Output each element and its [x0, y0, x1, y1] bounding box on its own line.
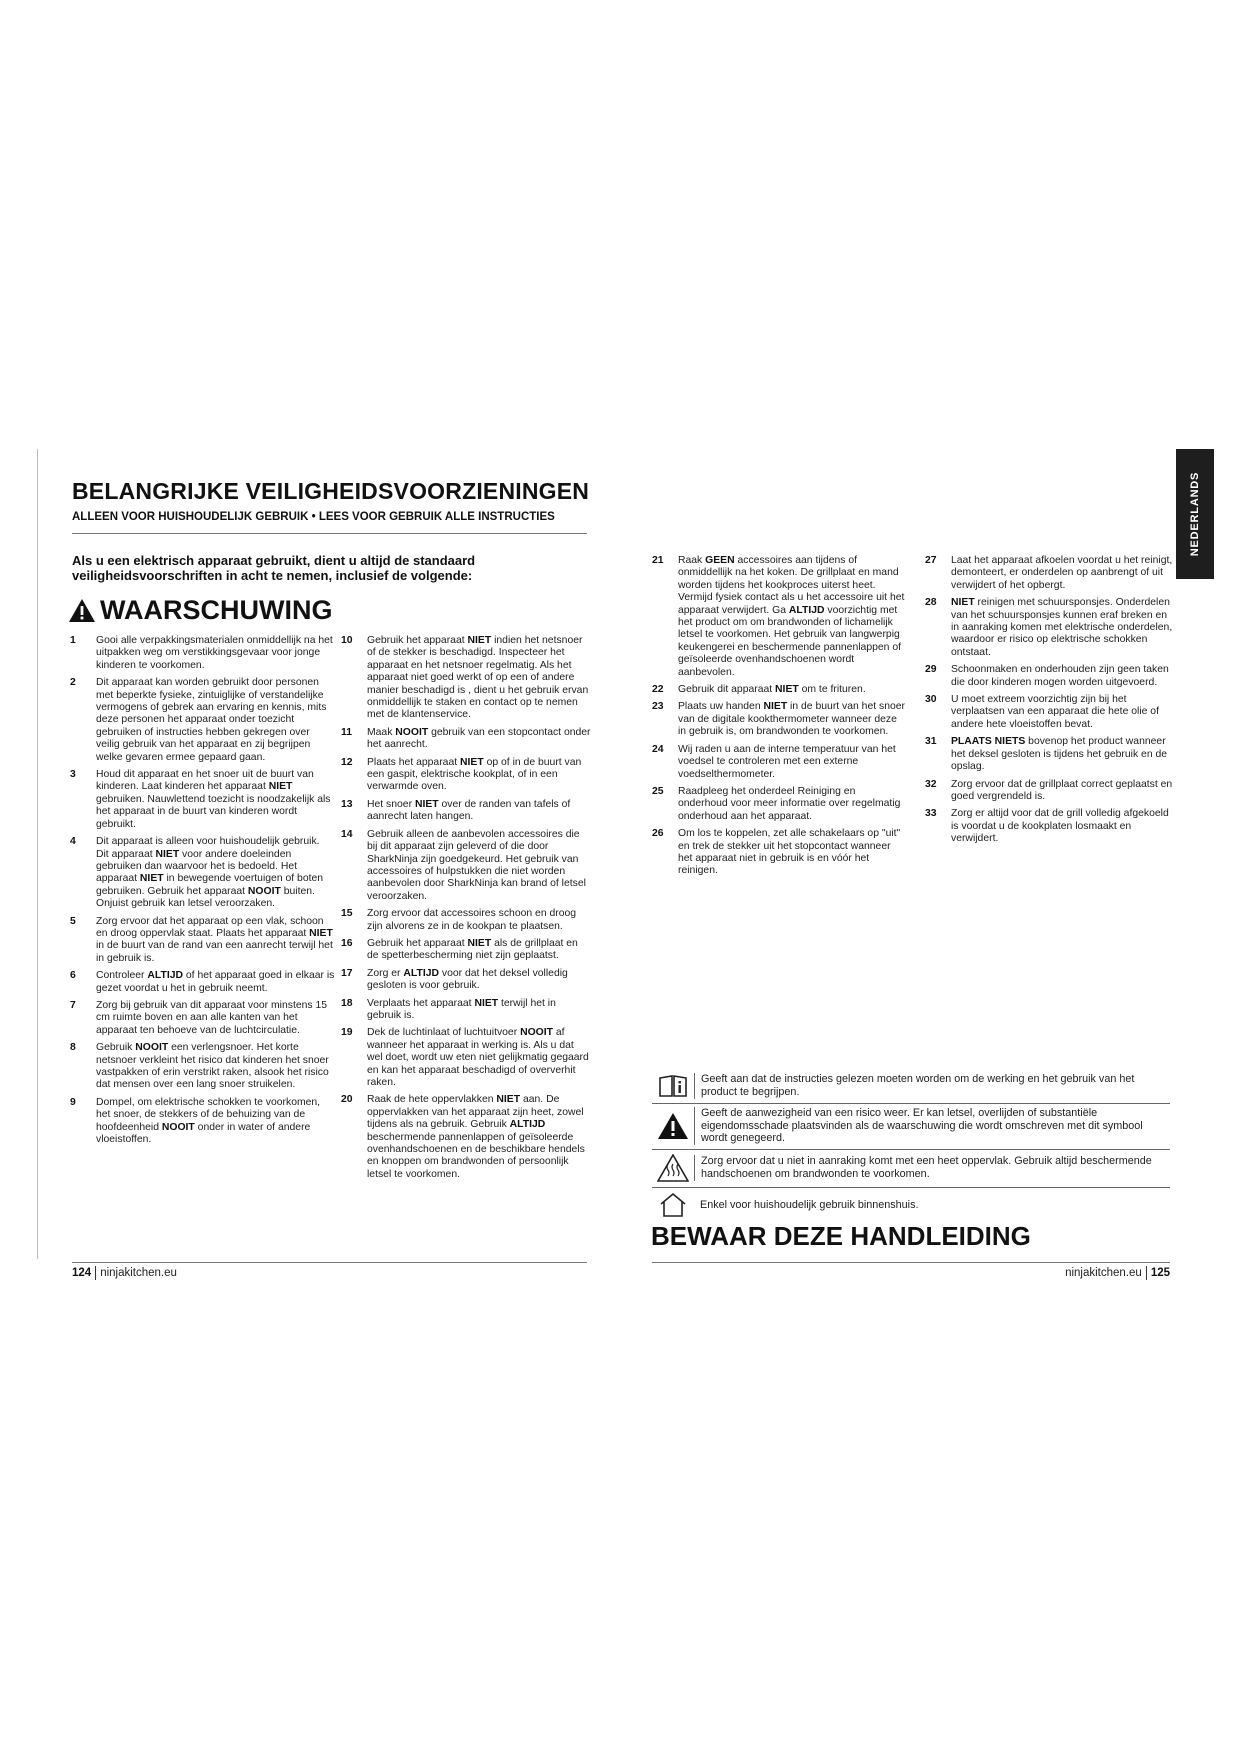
hazard-warning-icon — [652, 1112, 694, 1140]
safety-item — [70, 677, 335, 764]
safety-item-text: Zorg bij gebruik van dit apparaat voor minstens 15 cm ruimte boven en aan alle kanten van het apparaat ten behoeve van de luchtcirculatie. — [96, 999, 328, 1036]
safety-item-number: 31 — [925, 736, 937, 748]
safety-item-number: 13 — [341, 798, 353, 810]
footer-divider — [1146, 1266, 1147, 1280]
safety-item-number: 8 — [70, 1042, 76, 1054]
safety-item — [341, 938, 591, 963]
symbol-legend — [652, 1069, 1170, 1229]
safety-item-text: Dit apparaat kan worden gebruikt door personen met beperkte fysieke, zintuiglijke of verstandelijke vermogens of gebrek aan ervaring en kennis, mits deze personen het apparaat onder toezicht gebruiken of instructies hebben gekregen over veilig gebruik van het apparaat en zij begrijpen welke gevaren ermee gepaard gaan. — [96, 677, 327, 763]
safety-item-number: 23 — [652, 701, 664, 713]
safety-item — [652, 744, 907, 781]
safety-item-text: Gebruik NOOIT een verlengsnoer. Het korte netsnoer verkleint het risico dat kinderen het snoer vastpakken of erin verstrikt raken, alsook het risico dat mensen over een lang snoer struikelen. — [96, 1042, 329, 1091]
safety-column-4 — [925, 555, 1173, 851]
safety-item-text: Controleer ALTIJD of het apparaat goed in elkaar is gezet voordat u het in gebruik neemt. — [96, 970, 335, 994]
safety-item-text: Schoonmaken en onderhouden zijn geen taken die door kinderen mogen worden uitgevoerd. — [951, 664, 1169, 688]
safety-item-number: 3 — [70, 769, 76, 781]
safety-item-text: PLAATS NIETS bovenop het product wanneer het deksel gesloten is tijdens het gebruik en de opslag. — [951, 736, 1168, 773]
safety-item-text: Het snoer NIET over de randen van tafels of aanrecht laten hangen. — [367, 798, 571, 823]
warning-heading — [68, 595, 332, 626]
legend-text: Enkel voor huishoudelijk gebruik binnenshuis. — [700, 1198, 919, 1211]
safety-item — [341, 799, 591, 824]
page-title: BELANGRIJKE VEILIGHEIDSVOORZIENINGEN — [72, 478, 590, 504]
safety-item-text: Om los te koppelen, zet alle schakelaars op "uit" en trek de stekker uit het stopcontact wanneer het apparaat niet in gebruik is en vóór het reinigen. — [678, 828, 901, 877]
safety-item — [341, 727, 591, 752]
safety-item — [341, 829, 591, 903]
safety-item-number: 7 — [70, 999, 76, 1011]
footer-divider — [95, 1266, 96, 1280]
safety-column-2 — [341, 635, 591, 1186]
safety-item-text: Raak GEEN accessoires aan tijdens of onmiddellijk na het koken. De grillplaat en mand worden tijdens het kookproces uiterst heet. Vermijd fysiek contact als u het accessoire uit het apparaat verwijdert. Ga ALTIJD voorzichtig met het product om om brandwonden of lichamelijk letsel te voorkomen. Het gebruik van langwerpig keukengerei en beschermende pannenlappen of geïsoleerde ovenhandschoenen wordt aanbevolen. — [678, 555, 905, 678]
safety-item-number: 18 — [341, 997, 353, 1009]
safety-item-text: Gooi alle verpakkingsmaterialen onmiddellijk na het uitpakken weg om verstikkingsgevaar voor jonge kinderen te voorkomen. — [96, 635, 333, 671]
safety-item — [70, 836, 335, 910]
safety-item-number: 9 — [70, 1096, 76, 1108]
safety-item-number: 6 — [70, 970, 76, 982]
legend-row — [652, 1149, 1170, 1188]
safety-item-number: 16 — [341, 937, 353, 949]
safety-item-number: 1 — [70, 635, 76, 646]
safety-item-text: NIET reinigen met schuursponsjes. Onderdelen van het schuursponsjes kunnen eraf breken en in aanraking komen met elektrische onderdelen, waardoor er risico op elektrische schokken ontstaat. — [951, 597, 1173, 658]
language-tab-label-wrap — [1176, 449, 1214, 579]
footer-rule-right — [652, 1262, 1170, 1263]
safety-column-1 — [70, 635, 335, 1151]
safety-column-3 — [652, 555, 907, 883]
safety-item-text: Zorg er ALTIJD voor dat het deksel volledig gesloten is voor gebruik. — [367, 967, 568, 992]
safety-item-text: Zorg ervoor dat het apparaat op een vlak, schoon en droog oppervlak staat. Plaats het apparaat NIET in de buurt van de rand van een aanrecht terwijl het in gebruik is. — [96, 915, 333, 964]
page-number-right: 125 — [1150, 1267, 1170, 1279]
safety-item-number: 22 — [652, 684, 664, 696]
safety-item-number: 29 — [925, 664, 937, 676]
safety-item — [652, 828, 907, 878]
safety-item-number: 26 — [652, 828, 664, 840]
safety-item — [925, 779, 1173, 804]
safety-item — [70, 635, 335, 672]
safety-item — [925, 736, 1173, 773]
safety-item-number: 20 — [341, 1094, 353, 1106]
page-edge-line — [37, 449, 38, 1259]
safety-item-number: 14 — [341, 828, 353, 840]
legend-row — [652, 1187, 1170, 1223]
safety-item-text: Houd dit apparaat en het snoer uit de buurt van kinderen. Laat kinderen het apparaat NIET gebruiken. Nauwlettend toezicht is noodzakelijk als het apparaat in de buurt van kinderen wordt gebruikt. — [96, 769, 331, 830]
safety-item-text: Laat het apparaat afkoelen voordat u het reinigt, demonteert, er onderdelen op aanbrengt of uit verwijdert of het opbergt. — [951, 555, 1173, 591]
household-use-icon — [652, 1192, 694, 1218]
safety-item — [652, 684, 907, 696]
page-number-left: 124 — [72, 1267, 92, 1279]
safety-item-number: 24 — [652, 743, 664, 755]
safety-item-text: Zorg ervoor dat de grillplaat correct geplaatst en goed vergrendeld is. — [951, 778, 1173, 802]
safety-item-text: Dit apparaat is alleen voor huishoudelijk gebruik. Dit apparaat NIET voor andere doeleinden gebruiken dan waarvoor het is bedoeld. Het apparaat NIET in bewegende voertuigen of boten gebruiken. Gebruik het apparaat NOOIT buiten. Onjuist gebruik kan letsel veroorzaken. — [96, 836, 324, 910]
safety-item-number: 27 — [925, 555, 937, 566]
safety-item-text: Gebruik alleen de aanbevolen accessoires die bij dit apparaat zijn geleverd of die door SharkNinja zijn goedgekeurd. Het gebruik van accessoires of hulpstukken die niet worden aanbevolen door SharkNinja kan brand of letsel veroorzaken. — [367, 828, 586, 902]
safety-item-number: 30 — [925, 694, 937, 706]
warning-label: WAARSCHUWING — [100, 595, 333, 625]
legend-text: Zorg ervoor dat u niet in aanraking komt met een heet oppervlak. Gebruik altijd beschermende handschoenen om brandwonden te voorkomen. — [694, 1155, 1170, 1180]
safety-item-text: Raadpleeg het onderdeel Reiniging en onderhoud voor meer informatie over regelmatig onderhoud aan het apparaat. — [678, 785, 901, 822]
safety-item — [925, 597, 1173, 659]
language-tab-label: NEDERLANDS — [1189, 471, 1201, 557]
safety-item-text: Gebruik het apparaat NIET als de grillplaat en de spetterbescherming niet zijn geplaatst. — [367, 937, 578, 962]
safety-item — [341, 635, 591, 722]
safety-item-number: 12 — [341, 756, 353, 768]
safety-item-number: 15 — [341, 908, 353, 920]
footer-right — [1065, 1266, 1170, 1280]
safety-item-text: Plaats uw handen NIET in de buurt van het snoer van de digitale kookthermometer wanneer deze in gebruik is, om brandwonden te voorkomen. — [678, 701, 906, 738]
read-manual-icon — [652, 1074, 694, 1098]
safety-item-text: Maak NOOIT gebruik van een stopcontact onder het aanrecht. — [367, 726, 591, 751]
safety-item-number: 10 — [341, 635, 353, 646]
safety-item-number: 28 — [925, 597, 937, 609]
safety-item-number: 32 — [925, 778, 937, 790]
safety-item-text: Zorg ervoor dat accessoires schoon en droog zijn alvorens ze in de kookpan te plaatsen. — [367, 908, 577, 932]
safety-item — [341, 1094, 591, 1181]
footer-rule-left — [72, 1262, 587, 1263]
safety-item — [925, 555, 1173, 592]
page-subtitle: ALLEEN VOOR HUISHOUDELIJK GEBRUIK • LEES VOOR GEBRUIK ALLE INSTRUCTIES — [72, 511, 555, 523]
safety-item-number: 21 — [652, 555, 664, 566]
safety-item-text: Raak de hete oppervlakken NIET aan. De oppervlakken van het apparaat zijn heet, zowel tijdens als na gebruik. Gebruik ALTIJD beschermende pannenlappen of geïsoleerde ovenhandschoenen en de beschikbare hendels en knoppen om brandwonden of persoonlijk letsel te voorkomen. — [367, 1094, 585, 1180]
safety-item-text: Zorg er altijd voor dat de grill volledig afgekoeld is voordat u de kookplaten losmaakt en verwijdert. — [951, 808, 1169, 845]
safety-item — [70, 1000, 335, 1037]
safety-item — [341, 968, 591, 993]
safety-item-text: U moet extreem voorzichtig zijn bij het verplaatsen van een apparaat die hete olie of andere hete vloeistoffen bevat. — [951, 694, 1159, 730]
safety-item — [70, 916, 335, 966]
warning-triangle-icon — [68, 598, 96, 623]
safety-item — [70, 1042, 335, 1092]
safety-item — [341, 908, 591, 933]
footer-url-left: ninjakitchen.eu — [100, 1267, 177, 1279]
safety-item-text: Verplaats het apparaat NIET terwijl het in gebruik is. — [367, 997, 556, 1021]
safety-item — [652, 786, 907, 823]
safety-item-text: Gebruik het apparaat NIET indien het netsnoer of de stekker is beschadigd. Inspecteer het apparaat en het netsnoer regelmatig. Als het apparaat niet goed werkt of op een of andere manier beschadigd is , dient u het gebruik ervan onmiddellijk te staken en contact op te nemen met de klantenservice. — [367, 635, 589, 721]
intro-text: Als u een elektrisch apparaat gebruikt, dient u altijd de standaard veiligheidsvoorschriften in acht te nemen, inclusief de volgende: — [72, 553, 476, 583]
safety-item-number: 19 — [341, 1027, 353, 1039]
legend-row — [652, 1069, 1170, 1104]
safety-item — [341, 1027, 591, 1089]
safety-item-number: 11 — [341, 726, 352, 738]
safety-item-number: 25 — [652, 785, 664, 797]
safety-item — [70, 970, 335, 995]
footer-url-right: ninjakitchen.eu — [1065, 1267, 1142, 1279]
safety-item — [925, 808, 1173, 845]
keep-manual-heading: BEWAAR DEZE HANDLEIDING — [651, 1221, 1031, 1251]
safety-item — [341, 757, 591, 794]
safety-item-text: Dek de luchtinlaat of luchtuitvoer NOOIT af wanneer het apparaat in werking is. Als u dat wel doet, wordt uw eten niet gelijkmatig gegaard en kan het apparaat beschadigd of oververhit raken. — [367, 1027, 589, 1088]
footer-left — [72, 1266, 177, 1280]
safety-item-number: 4 — [70, 836, 76, 848]
safety-item — [925, 664, 1173, 689]
safety-item-number: 17 — [341, 967, 353, 979]
safety-item-number: 33 — [925, 808, 937, 820]
legend-text: Geeft de aanwezigheid van een risico weer. Er kan letsel, overlijden of substantiële eigendomsschade plaatsvinden als de waarschuwing die wordt omschreven met dit symbool wordt genegeerd. — [694, 1107, 1170, 1145]
safety-item-text: Gebruik dit apparaat NIET om te frituren. — [678, 684, 866, 696]
legend-text: Geeft aan dat de instructies gelezen moeten worden om de werking en het gebruik van het product te begrijpen. — [694, 1073, 1170, 1098]
safety-item — [70, 769, 335, 831]
header-rule — [72, 533, 587, 534]
safety-item — [341, 998, 591, 1023]
safety-item-number: 2 — [70, 677, 76, 689]
legend-row — [652, 1103, 1170, 1150]
hot-surface-icon — [652, 1154, 694, 1182]
safety-item-text: Plaats het apparaat NIET op of in de buurt van een gaspit, elektrische kookplat, of in een verwarmde oven. — [367, 756, 582, 793]
safety-item — [70, 1097, 335, 1147]
safety-item — [925, 694, 1173, 731]
safety-item — [652, 701, 907, 738]
safety-item — [652, 555, 907, 679]
safety-item-text: Wij raden u aan de interne temperatuur van het voedsel te controleren met een externe voedselthermometer. — [678, 743, 896, 780]
safety-item-number: 5 — [70, 915, 76, 927]
safety-item-text: Dompel, om elektrische schokken te voorkomen, het snoer, de stekkers of de behuizing van de hoofdeenheid NOOIT onder in water of andere vloeistoffen. — [96, 1096, 321, 1146]
